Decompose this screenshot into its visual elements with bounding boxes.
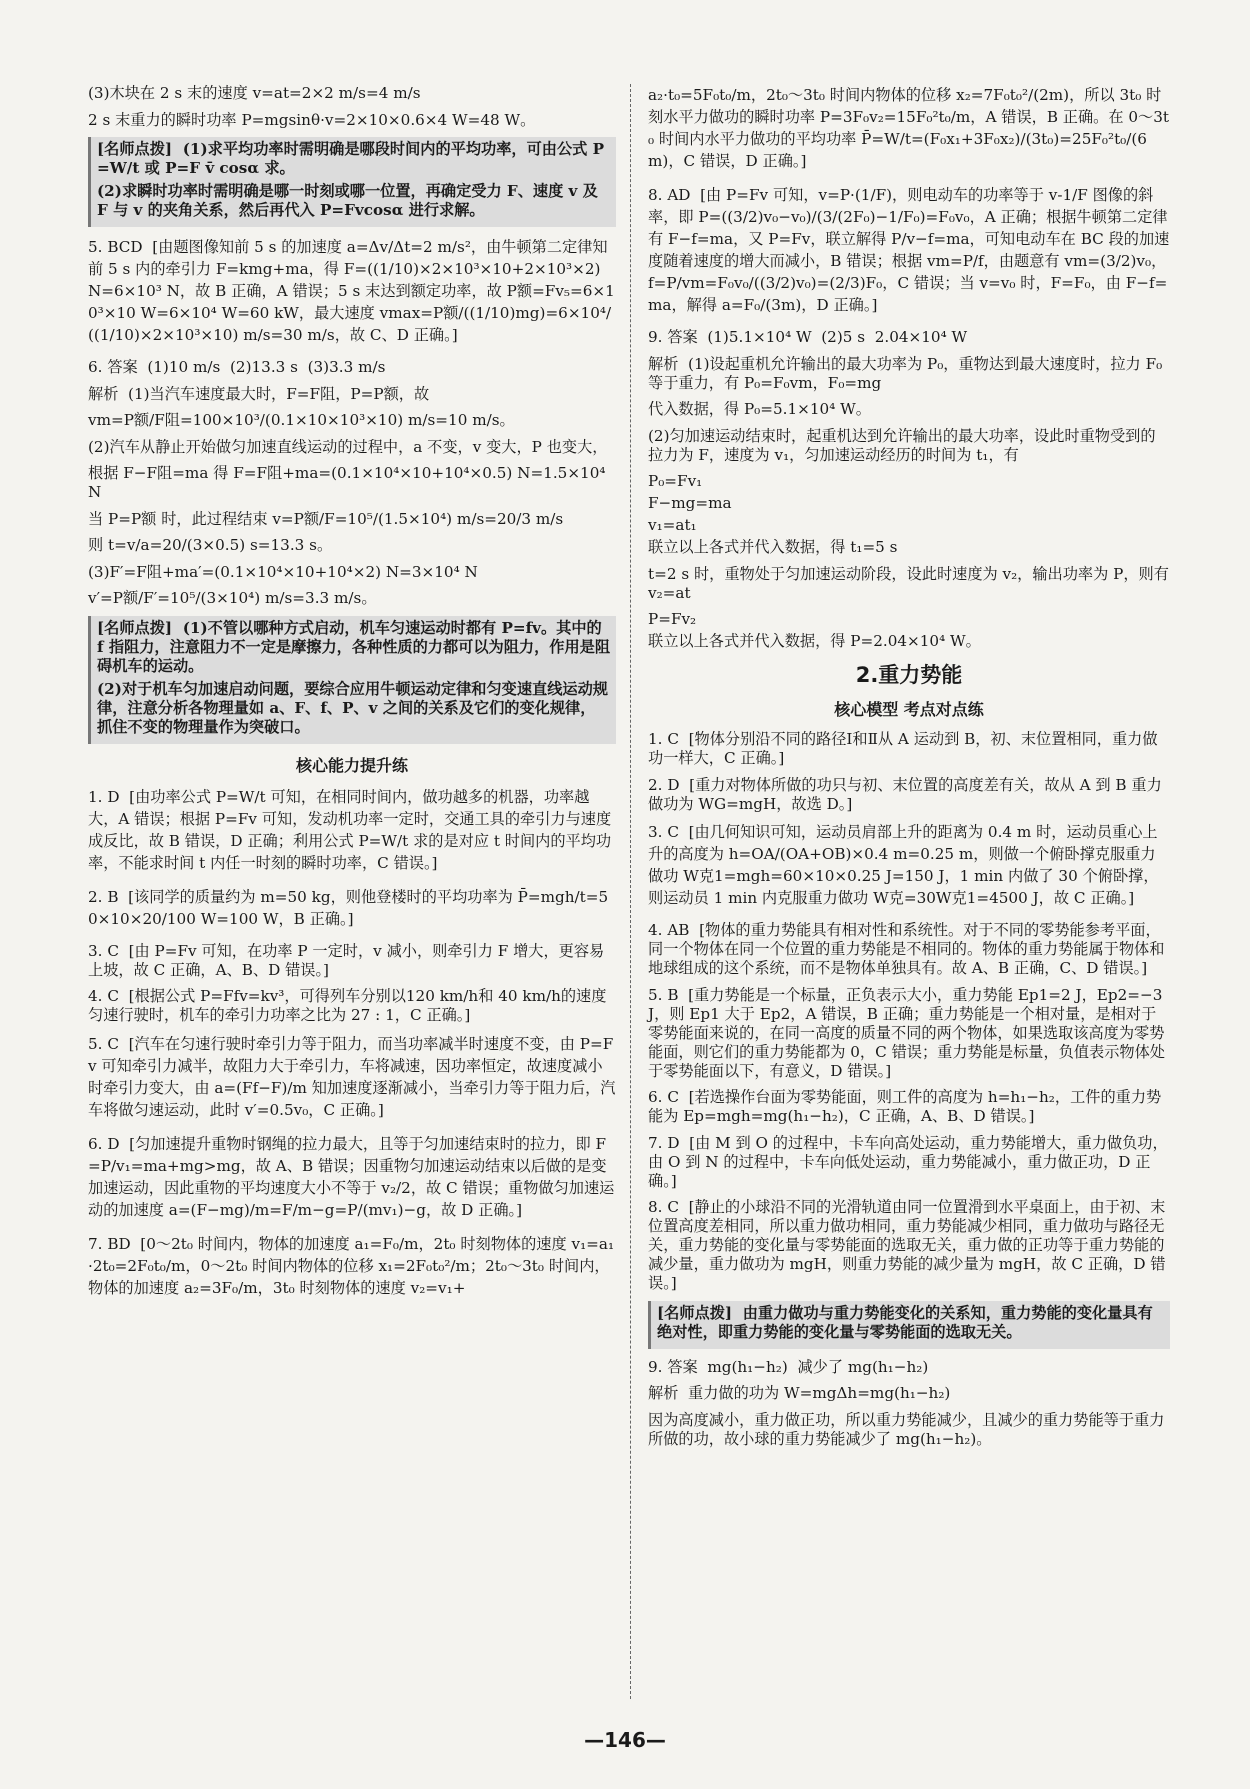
answer-line: 解析 重力做的功为 W=mgΔh=mg(h₁−h₂) bbox=[648, 1384, 951, 1402]
answer-line: v₁=at₁ bbox=[648, 516, 697, 534]
tip-line: (2)求瞬时功率时需明确是哪一时刻或哪一位置，再确定受力 F、速度 v 及 F 与 v 的夹角关系，然后再代入 P=Fvcosα 进行求解。 bbox=[97, 182, 604, 219]
answer-line: 3. C [由 P=Fv 可知，在功率 P 一定时，v 减小，则牵引力 F 增大，更容易上坡，故 C 正确，A、B、D 错误。] bbox=[88, 941, 605, 979]
answer-line: 4. C [根据公式 P=Ffv=kv³，可得列车分别以120 km/h和 40 km/h的速度匀速行驶时，机车的牵引力功率之比为 27 : 1，C 正确。] bbox=[88, 987, 607, 1024]
left-column bbox=[88, 84, 616, 1311]
answer-line: 6. 答案 (1)10 m/s (2)13.3 s (3)3.3 m/s bbox=[88, 358, 386, 376]
answer-line: (3)木块在 2 s 末的速度 v=at=2×2 m/s=4 m/s bbox=[88, 84, 421, 102]
answer-line: 解析 (1)设起重机允许输出的最大功率为 P₀，重物达到最大速度时，拉力 F₀ 等于重力，有 P₀=F₀vm，F₀=mg bbox=[648, 354, 1168, 392]
answer-line: (2)匀加速运动结束时，起重机达到允许输出的最大功率，设此时重物受到的拉力为 F，速度为 v₁，匀加速运动经历的时间为 t₁，有 bbox=[648, 426, 1156, 464]
answer-line: 5. C [汽车在匀速行驶时牵引力等于阻力，而当功率减半时速度不变，由 P=Fv 可知牵引力减半，故阻力大于牵引力，车将减速，因功率恒定，故速度减小时牵引力变大，由 a=(Ff−F)/m 知加速度逐渐减小，当牵引力等于阻力后，汽车将做匀速运动，此时 v′=0.5v₀，C 正确。] bbox=[88, 1034, 616, 1119]
answer-line: 根据 F−F阻=ma 得 F=F阻+ma=(0.1×10⁴×10+10⁴×0.5) N=1.5×10⁴ N bbox=[88, 464, 611, 501]
subsection-title: 核心模型 考点对点练 bbox=[834, 700, 984, 719]
answer-line: (3)F′=F阻+ma′=(0.1×10⁴×10+10⁴×2) N=3×10⁴ N bbox=[88, 562, 478, 581]
answer-line: 代入数据，得 P₀=5.1×10⁴ W。 bbox=[648, 400, 871, 418]
answer-line: 7. BD [0～2t₀ 时间内，物体的加速度 a₁=F₀/m，2t₀ 时刻物体的速度 v₁=a₁·2t₀=2F₀t₀/m，0～2t₀ 时间内物体的位移 x₁=2F₀t₀²/m；2t₀～3t₀ 时间内，物体的加速度 a₂=3F₀/m，3t₀ 时刻物体的速度 v₂=v₁+ bbox=[88, 1234, 615, 1297]
answer-line: 9. 答案 mg(h₁−h₂) 减少了 mg(h₁−h₂) bbox=[648, 1357, 929, 1376]
answer-line: P₀=Fv₁ bbox=[648, 472, 703, 490]
answer-line: 当 P=P额 时，此过程结束 v=P额/F=10⁵/(1.5×10⁴) m/s=20/3 m/s bbox=[88, 509, 564, 528]
answer-line: 1. D [由功率公式 P=W/t 可知，在相同时间内，做功越多的机器，功率越大，A 错误；根据 P=Fv 可知，发动机功率一定时，交通工具的牵引力与速度成反比，故 B 错误，D 正确；利用公式 P=W/t 求的是对应 t 时间内的平均功率，不能求时间 t 内任一时刻的瞬时功率，C 错误。] bbox=[88, 787, 612, 872]
answer-line: 联立以上各式并代入数据，得 t₁=5 s bbox=[648, 538, 898, 556]
answer-line: 6. C [若选操作台面为零势能面，则工件的高度为 h=h₁−h₂，工件的重力势能为 Ep=mgh=mg(h₁−h₂)，C 正确，A、B、D 错误。] bbox=[648, 1088, 1162, 1125]
right-column bbox=[648, 84, 1174, 1456]
answer-line: vm=P额/F阻=100×10³/(0.1×10×10³×10) m/s=10 m/s。 bbox=[88, 411, 515, 429]
answer-line: a₂·t₀=5F₀t₀/m，2t₀～3t₀ 时间内物体的位移 x₂=7F₀t₀²/(2m)，所以 3t₀ 时刻水平力做功的瞬时功率 P=3F₀v₂=15F₀²t₀/m，A 错误，B 正确。在 0～3t₀ 时间内水平力做功的平均功率 P̄=W/t=(F₀x₁+3F₀x₂)/(3t₀)=25F₀²t₀/(6m)，C 错误，D 正确。] bbox=[648, 86, 1169, 170]
answer-line: t=2 s 时，重物处于匀加速运动阶段，设此时速度为 v₂，输出功率为 P，则有 v₂=at bbox=[648, 564, 1174, 602]
answer-line: 8. C [静止的小球沿不同的光滑轨道由同一位置滑到水平桌面上，由于初、末位置高度差相同，所以重力做功相同，重力势能减少相同，重力做功与路径无关，重力势能的变化量与零势能面的选取无关，重力做的正功等于重力势能的减少量，重力做功为 mgH，则重力势能的减少量为 mgH，故 C 正确，D 错误。] bbox=[648, 1198, 1166, 1292]
answer-line: v′=P额/F′=10⁵/(3×10⁴) m/s=3.3 m/s。 bbox=[88, 589, 377, 607]
page-number: —146— bbox=[584, 1728, 666, 1752]
answer-line: F−mg=ma bbox=[648, 494, 732, 512]
answer-line: 3. C [由几何知识可知，运动员肩部上升的距离为 0.4 m 时，运动员重心上升的高度为 h=OA/(OA+OB)×0.4 m=0.25 m，则做一个俯卧撑克服重力做功 W克1=mgh=60×10×0.25 J=150 J，1 min 内做了 30 个俯卧撑，则运动员 1 min 内克服重力做功 W克=30W克1=4500 J，故 C 正确。] bbox=[648, 823, 1159, 907]
column-divider bbox=[630, 84, 631, 1699]
answer-line: 2. D [重力对物体所做的功只与初、末位置的高度差有关，故从 A 到 B 重力做功为 WG=mgH，故选 D。] bbox=[648, 775, 1162, 813]
answer-line: 1. C [物体分别沿不同的路径Ⅰ和Ⅱ从 A 运动到 B，初、末位置相同，重力做功一样大，C 正确。] bbox=[648, 730, 1158, 767]
answer-line: 8. AD [由 P=Fv 可知，v=P·(1/F)，则电动车的功率等于 v-1/F 图像的斜率，即 P=((3/2)v₀−v₀)/(3/(2F₀)−1/F₀)=F₀v₀，A 正确；根据牛顿第二定律有 F−f=ma，又 P=Fv，联立解得 P/v−f=ma，可知电动车在 BC 段的加速度随着速度的增大而减小，B 错误；根据 vm=P/f，由题意有 vm=(3/2)v₀，f=P/vm=F₀v₀/((3/2)v₀)=(2/3)F₀，C 错误；当 v=v₀ 时，F=F₀，由 F−f=ma，解得 a=F₀/(3m)，D 正确。] bbox=[648, 186, 1170, 314]
answer-line: 则 t=v/a=20/(3×0.5) s=13.3 s。 bbox=[88, 536, 333, 554]
answer-line: 2. B [该同学的质量约为 m=50 kg，则他登楼时的平均功率为 P̄=mgh/t=50×10×20/100 W=100 W，B 正确。] bbox=[88, 887, 609, 928]
teacher-tip-box bbox=[88, 616, 616, 744]
answer-line: 因为高度减小，重力做正功，所以重力势能减少，且减少的重力势能等于重力所做的功，故小球的重力势能减少了 mg(h₁−h₂)。 bbox=[648, 1410, 1165, 1448]
answer-line: 2 s 末重力的瞬时功率 P=mgsinθ·v=2×10×0.6×4 W=48 W。 bbox=[88, 110, 536, 129]
answer-line: 解析 (1)当汽车速度最大时，F=F阻，P=P额，故 bbox=[88, 384, 430, 403]
teacher-tip-box bbox=[648, 1301, 1170, 1349]
answer-line: (2)汽车从静止开始做匀加速直线运动的过程中，a 不变，v 变大，P 也变大， bbox=[88, 437, 608, 456]
answer-line: P=Fv₂ bbox=[648, 610, 697, 628]
tip-line: (2)对于机车匀加速启动问题，要综合应用牛顿运动定律和匀变速直线运动规律，注意分析各物理量如 a、F、f、P、v 之间的关系及它们的变化规律，抓住不变的物理量作为突破口。 bbox=[97, 679, 608, 736]
answer-line: 联立以上各式并代入数据，得 P=2.04×10⁴ W。 bbox=[648, 632, 981, 650]
answer-line: 9. 答案 (1)5.1×10⁴ W (2)5 s 2.04×10⁴ W bbox=[648, 328, 968, 346]
answer-line: 7. D [由 M 到 O 的过程中，卡车向高处运动，重力势能增大，重力做负功，由 O 到 N 的过程中，卡车向低处运动，重力势能减小，重力做正功，D 正确。] bbox=[648, 1133, 1168, 1190]
tip-line: [名师点拨] 由重力做功与重力势能变化的关系知，重力势能的变化量具有绝对性，即重力势能的变化量与零势能面的选取无关。 bbox=[657, 1303, 1153, 1341]
answer-line: 5. BCD [由题图像知前 5 s 的加速度 a=Δv/Δt=2 m/s²，由牛顿第二定律知前 5 s 内的牵引力 F=kmg+ma，得 F=((1/10)×2×10³×10+2×10³×2) N=6×10³ N，故 B 正确，A 错误；5 s 末达到额定功率，故 P额=Fv₅=6×10³×10 W=6×10⁴ W=60 kW，最大速度 vmax=P额/((1/10)mg)=6×10⁴/((1/10)×2×10³×10) m/s=30 m/s，故 C、D 正确。] bbox=[88, 238, 615, 344]
tip-line: [名师点拨] (1)不管以哪种方式启动，机车匀速运动时都有 P=fv。其中的 f 指阻力，注意阻力不一定是摩擦力，各种性质的力都可以为阻力，作用是阻碍机车的运动。 bbox=[97, 618, 611, 675]
tip-line: [名师点拨] (1)求平均功率时需明确是哪段时间内的平均功率，可由公式 P=W/t 或 P=F v̄ cosα 求。 bbox=[97, 140, 605, 177]
section-title: 2.重力势能 bbox=[855, 663, 963, 687]
teacher-tip-box bbox=[88, 137, 616, 227]
answer-line: 4. AB [物体的重力势能具有相对性和系统性。对于不同的零势能参考平面，同一个物体在同一个位置的重力势能是不相同的。物体的重力势能属于物体和地球组成的这个系统，而不是物体单独具有。故 A、B 正确，C、D 错误。] bbox=[648, 921, 1165, 977]
answer-line: 5. B [重力势能是一个标量，正负表示大小，重力势能 Ep1=2 J，Ep2=−3 J，则 Ep1 大于 Ep2，A 错误，B 正确；重力势能是一个相对量，是相对于零势能面来说的，在同一高度的质量不同的两个物体，如果选取该高度为零势能面，则它们的重力势能都为 0，C 错误；重力势能是标量，负值表示物体处于零势能面以下，有意义，D 错误。] bbox=[648, 985, 1168, 1080]
answer-line: 6. D [匀加速提升重物时钢绳的拉力最大，且等于匀加速结束时的拉力，即 F=P/v₁=ma+mg>mg，故 A、B 错误；因重物匀加速运动结束以后做的是变加速运动，因此重物的平均速度大小不等于 v₂/2，故 C 错误；重物做匀加速运动的加速度 a=(F−mg)/m=F/m−g=P/(mv₁)−g，故 D 正确。] bbox=[88, 1134, 615, 1219]
subsection-title: 核心能力提升练 bbox=[295, 755, 408, 775]
